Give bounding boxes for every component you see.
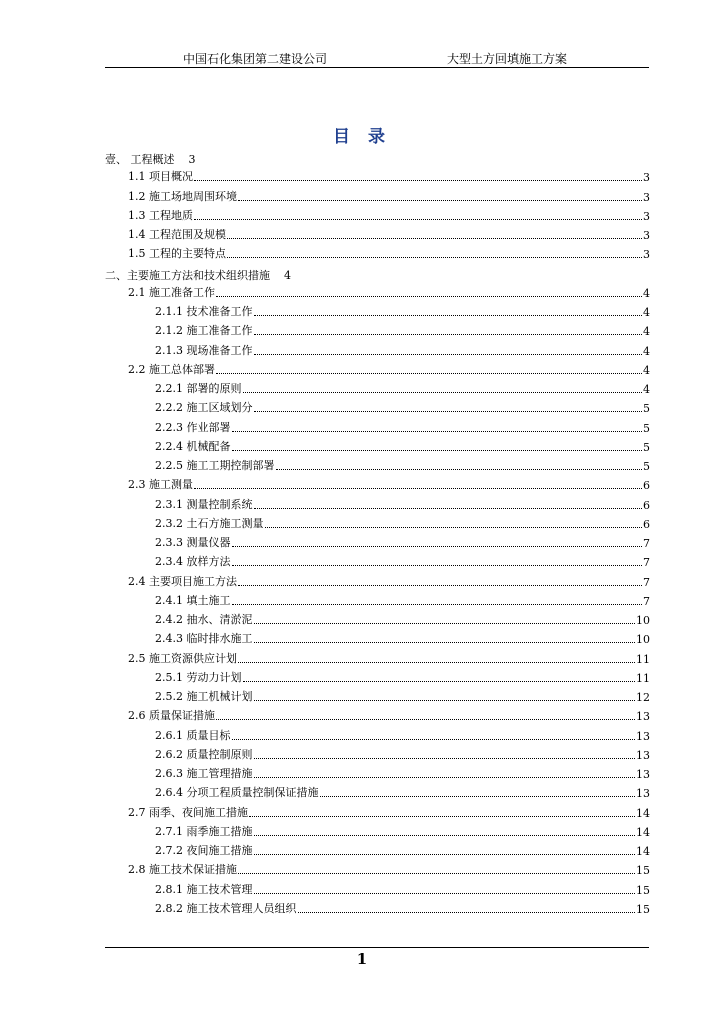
toc-entry-page: 15 xyxy=(636,864,650,878)
toc-title: 目 录 xyxy=(333,127,391,147)
toc-dot-leader xyxy=(194,180,642,181)
toc-dot-leader xyxy=(254,411,643,412)
toc-entry-label: 2.1.3 现场准备工作 xyxy=(155,343,253,357)
toc-entry[interactable] xyxy=(128,574,650,589)
toc-entry-page: 15 xyxy=(636,883,650,897)
toc-entry-page: 11 xyxy=(636,652,650,666)
toc-section-page: 3 xyxy=(188,153,196,166)
toc-dot-leader xyxy=(227,257,642,258)
toc-entry[interactable] xyxy=(128,189,650,204)
toc-dot-leader xyxy=(232,565,643,566)
toc-dot-leader xyxy=(216,373,642,374)
toc-entry-label: 2.5.1 劳动力计划 xyxy=(155,670,242,684)
toc-entry-page: 4 xyxy=(643,306,650,319)
toc-entry-label: 2.8.1 施工技术管理 xyxy=(155,882,253,896)
toc-entry-label: 2.7.2 夜间施工措施 xyxy=(155,844,253,857)
toc-dot-leader xyxy=(254,777,636,778)
toc-entry-page: 4 xyxy=(643,344,650,358)
toc-entry[interactable] xyxy=(128,477,650,492)
toc-entry-label: 2.2.1 部署的原则 xyxy=(155,382,242,395)
toc-dot-leader xyxy=(243,681,636,682)
toc-dot-leader xyxy=(216,719,635,720)
toc-entry[interactable] xyxy=(128,208,650,223)
toc-entry-label: 2.1.2 施工准备工作 xyxy=(155,324,253,338)
toc-entry[interactable] xyxy=(155,901,650,916)
toc-entry-label: 2.4.1 填土施工 xyxy=(155,593,231,607)
toc-entry-label: 2.3.4 放样方法 xyxy=(155,555,231,569)
toc-dot-leader xyxy=(227,238,642,239)
toc-entry[interactable] xyxy=(155,304,650,319)
toc-dot-leader xyxy=(254,354,643,355)
footer-divider xyxy=(105,947,649,948)
toc-entry-label: 2.2.2 施工区域划分 xyxy=(155,401,253,415)
toc-dot-leader xyxy=(265,527,643,528)
toc-section-heading[interactable] xyxy=(105,151,196,167)
toc-dot-leader xyxy=(254,623,636,624)
toc-entry[interactable] xyxy=(128,246,650,261)
toc-entry-page: 4 xyxy=(643,286,650,300)
toc-entry-label: 2.4.2 抽水、清淤泥 xyxy=(155,613,253,626)
page-number: 1 xyxy=(356,950,368,968)
header-company: 中国石化集团第二建设公司 xyxy=(183,52,328,66)
toc-entry[interactable] xyxy=(155,439,650,454)
toc-entry-page: 4 xyxy=(643,325,650,339)
toc-entry-label: 1.1 项目概况 xyxy=(128,170,193,184)
toc-entry-label: 2.6 质量保证措施 xyxy=(128,709,215,723)
toc-entry[interactable] xyxy=(155,420,650,435)
toc-dot-leader xyxy=(232,450,643,451)
toc-entry[interactable] xyxy=(155,824,650,839)
toc-dot-leader xyxy=(254,700,636,701)
toc-entry-page: 10 xyxy=(636,633,650,647)
toc-entry-label: 2.1.1 技术准备工作 xyxy=(155,305,253,318)
toc-entry[interactable] xyxy=(128,862,650,877)
toc-entry-label: 1.2 施工场地周围环境 xyxy=(128,189,237,203)
toc-entry[interactable] xyxy=(155,843,650,858)
toc-dot-leader xyxy=(254,758,636,759)
toc-entry-label: 2.2 施工总体部署 xyxy=(128,362,215,376)
toc-entry-label: 2.2.3 作业部署 xyxy=(155,420,231,434)
toc-dot-leader xyxy=(254,315,643,316)
toc-dot-leader xyxy=(254,508,643,509)
toc-entry[interactable] xyxy=(155,593,650,608)
toc-entry-label: 1.4 工程范围及规模 xyxy=(128,228,226,241)
toc-entry[interactable] xyxy=(128,651,650,666)
toc-dot-leader xyxy=(254,893,636,894)
toc-entry-label: 2.2.4 机械配备 xyxy=(155,439,231,453)
toc-entry[interactable] xyxy=(155,516,650,531)
toc-section-label: 二、主要施工方法和技术组织措施 xyxy=(105,268,270,282)
toc-entry-label: 2.5 施工资源供应计划 xyxy=(128,651,237,665)
toc-entry-label: 2.8.2 施工技术管理人员组织 xyxy=(155,901,297,915)
toc-entry-page: 13 xyxy=(636,748,650,762)
toc-entry-page: 7 xyxy=(643,575,650,589)
toc-entry[interactable] xyxy=(128,708,650,723)
toc-entry[interactable] xyxy=(155,766,650,781)
toc-entry-page: 14 xyxy=(636,806,650,820)
toc-entry-page: 5 xyxy=(643,402,650,416)
toc-entry-page: 7 xyxy=(643,556,650,570)
toc-entry-label: 2.3.1 测量控制系统 xyxy=(155,497,253,511)
toc-entry-label: 2.8 施工技术保证措施 xyxy=(128,863,237,877)
toc-entry-label: 2.7 雨季、夜间施工措施 xyxy=(128,805,248,819)
toc-section-heading[interactable] xyxy=(105,267,291,283)
toc-entry-page: 14 xyxy=(636,845,650,858)
toc-dot-leader xyxy=(254,854,636,855)
toc-entry-page: 13 xyxy=(636,729,650,743)
toc-entry[interactable] xyxy=(155,535,650,550)
toc-dot-leader xyxy=(276,469,643,470)
toc-dot-leader xyxy=(254,642,636,643)
toc-entry-label: 2.4 主要项目施工方法 xyxy=(128,574,237,588)
toc-dot-leader xyxy=(232,546,643,547)
toc-entry[interactable] xyxy=(155,323,650,338)
toc-entry-page: 3 xyxy=(643,209,650,223)
toc-dot-leader xyxy=(216,296,642,297)
toc-entry-page: 13 xyxy=(636,710,650,724)
toc-dot-leader xyxy=(238,662,635,663)
toc-entry-page: 6 xyxy=(643,479,650,493)
toc-entry-page: 14 xyxy=(636,825,650,839)
toc-dot-leader xyxy=(254,835,636,836)
toc-entry-label: 2.4.3 临时排水施工 xyxy=(155,632,253,646)
toc-entry-page: 3 xyxy=(643,171,650,185)
toc-entry-page: 13 xyxy=(636,787,650,801)
toc-entry[interactable] xyxy=(155,882,650,897)
toc-entry-page: 15 xyxy=(636,902,650,916)
toc-section-page: 4 xyxy=(284,268,291,282)
toc-entry-page: 13 xyxy=(636,768,650,781)
toc-entry[interactable] xyxy=(128,362,650,377)
toc-entry-label: 1.3 工程地质 xyxy=(128,208,193,222)
toc-dot-leader xyxy=(232,604,643,605)
toc-dot-leader xyxy=(194,219,642,220)
toc-entry-label: 2.3 施工测量 xyxy=(128,478,193,492)
toc-entry-page: 3 xyxy=(643,248,650,262)
toc-entry[interactable] xyxy=(155,554,650,569)
toc-dot-leader xyxy=(232,431,643,432)
page-header xyxy=(105,50,649,68)
toc-entry-label: 2.3.2 土石方施工测量 xyxy=(155,516,264,530)
toc-entry[interactable] xyxy=(128,285,650,300)
header-doc-title: 大型土方回填施工方案 xyxy=(447,52,568,66)
toc-entry-page: 6 xyxy=(643,498,650,512)
toc-entry-page: 5 xyxy=(643,421,650,435)
toc-dot-leader xyxy=(238,873,635,874)
toc-entry-page: 4 xyxy=(643,383,650,396)
toc-entry[interactable] xyxy=(128,805,650,820)
toc-entry-page: 11 xyxy=(636,671,650,685)
toc-entry[interactable] xyxy=(155,458,650,473)
toc-entry-label: 1.5 工程的主要特点 xyxy=(128,247,226,261)
toc-entry-page: 10 xyxy=(636,614,650,627)
toc-entry-label: 2.6.3 施工管理措施 xyxy=(155,767,253,780)
toc-dot-leader xyxy=(238,585,642,586)
toc-entry[interactable] xyxy=(155,670,650,685)
toc-entry-label: 2.3.3 测量仪器 xyxy=(155,536,231,549)
toc-entry[interactable] xyxy=(155,343,650,358)
toc-entry-label: 2.2.5 施工工期控制部署 xyxy=(155,459,275,472)
toc-entry[interactable] xyxy=(155,785,650,800)
toc-dot-leader xyxy=(298,912,636,913)
toc-entry[interactable] xyxy=(155,381,650,396)
toc-entry-label: 2.1 施工准备工作 xyxy=(128,285,215,299)
toc-entry[interactable] xyxy=(155,728,650,743)
toc-entry-label: 2.7.1 雨季施工措施 xyxy=(155,824,253,838)
toc-entry[interactable] xyxy=(155,497,650,512)
toc-dot-leader xyxy=(238,200,642,201)
toc-entry-label: 2.5.2 施工机械计划 xyxy=(155,690,253,703)
toc-entry-page: 3 xyxy=(643,229,650,242)
toc-entry-page: 12 xyxy=(636,691,650,704)
toc-dot-leader xyxy=(249,816,635,817)
toc-entry[interactable] xyxy=(128,227,650,242)
toc-entry-label: 2.6.2 质量控制原则 xyxy=(155,747,253,761)
toc-entry[interactable] xyxy=(155,747,650,762)
toc-dot-leader xyxy=(232,739,636,740)
toc-entry-page: 3 xyxy=(643,190,650,204)
toc-entry[interactable] xyxy=(155,689,650,704)
toc-entry-page: 5 xyxy=(643,460,650,473)
toc-entry-label: 2.6.1 质量目标 xyxy=(155,728,231,742)
toc-dot-leader xyxy=(243,392,643,393)
toc-entry[interactable] xyxy=(155,400,650,415)
toc-entry-label: 2.6.4 分项工程质量控制保证措施 xyxy=(155,786,319,800)
toc-section-label: 壹、 工程概述 xyxy=(105,153,175,166)
toc-entry[interactable] xyxy=(155,612,650,627)
toc-entry-page: 4 xyxy=(643,363,650,377)
toc-entry-page: 6 xyxy=(643,517,650,531)
toc-entry[interactable] xyxy=(155,631,650,646)
toc-dot-leader xyxy=(320,796,636,797)
toc-dot-leader xyxy=(194,488,642,489)
toc-entry-page: 7 xyxy=(643,594,650,608)
toc-entry-page: 7 xyxy=(643,537,650,550)
toc-entry[interactable] xyxy=(128,169,650,184)
toc-entry-page: 5 xyxy=(643,440,650,454)
toc-dot-leader xyxy=(254,334,643,335)
